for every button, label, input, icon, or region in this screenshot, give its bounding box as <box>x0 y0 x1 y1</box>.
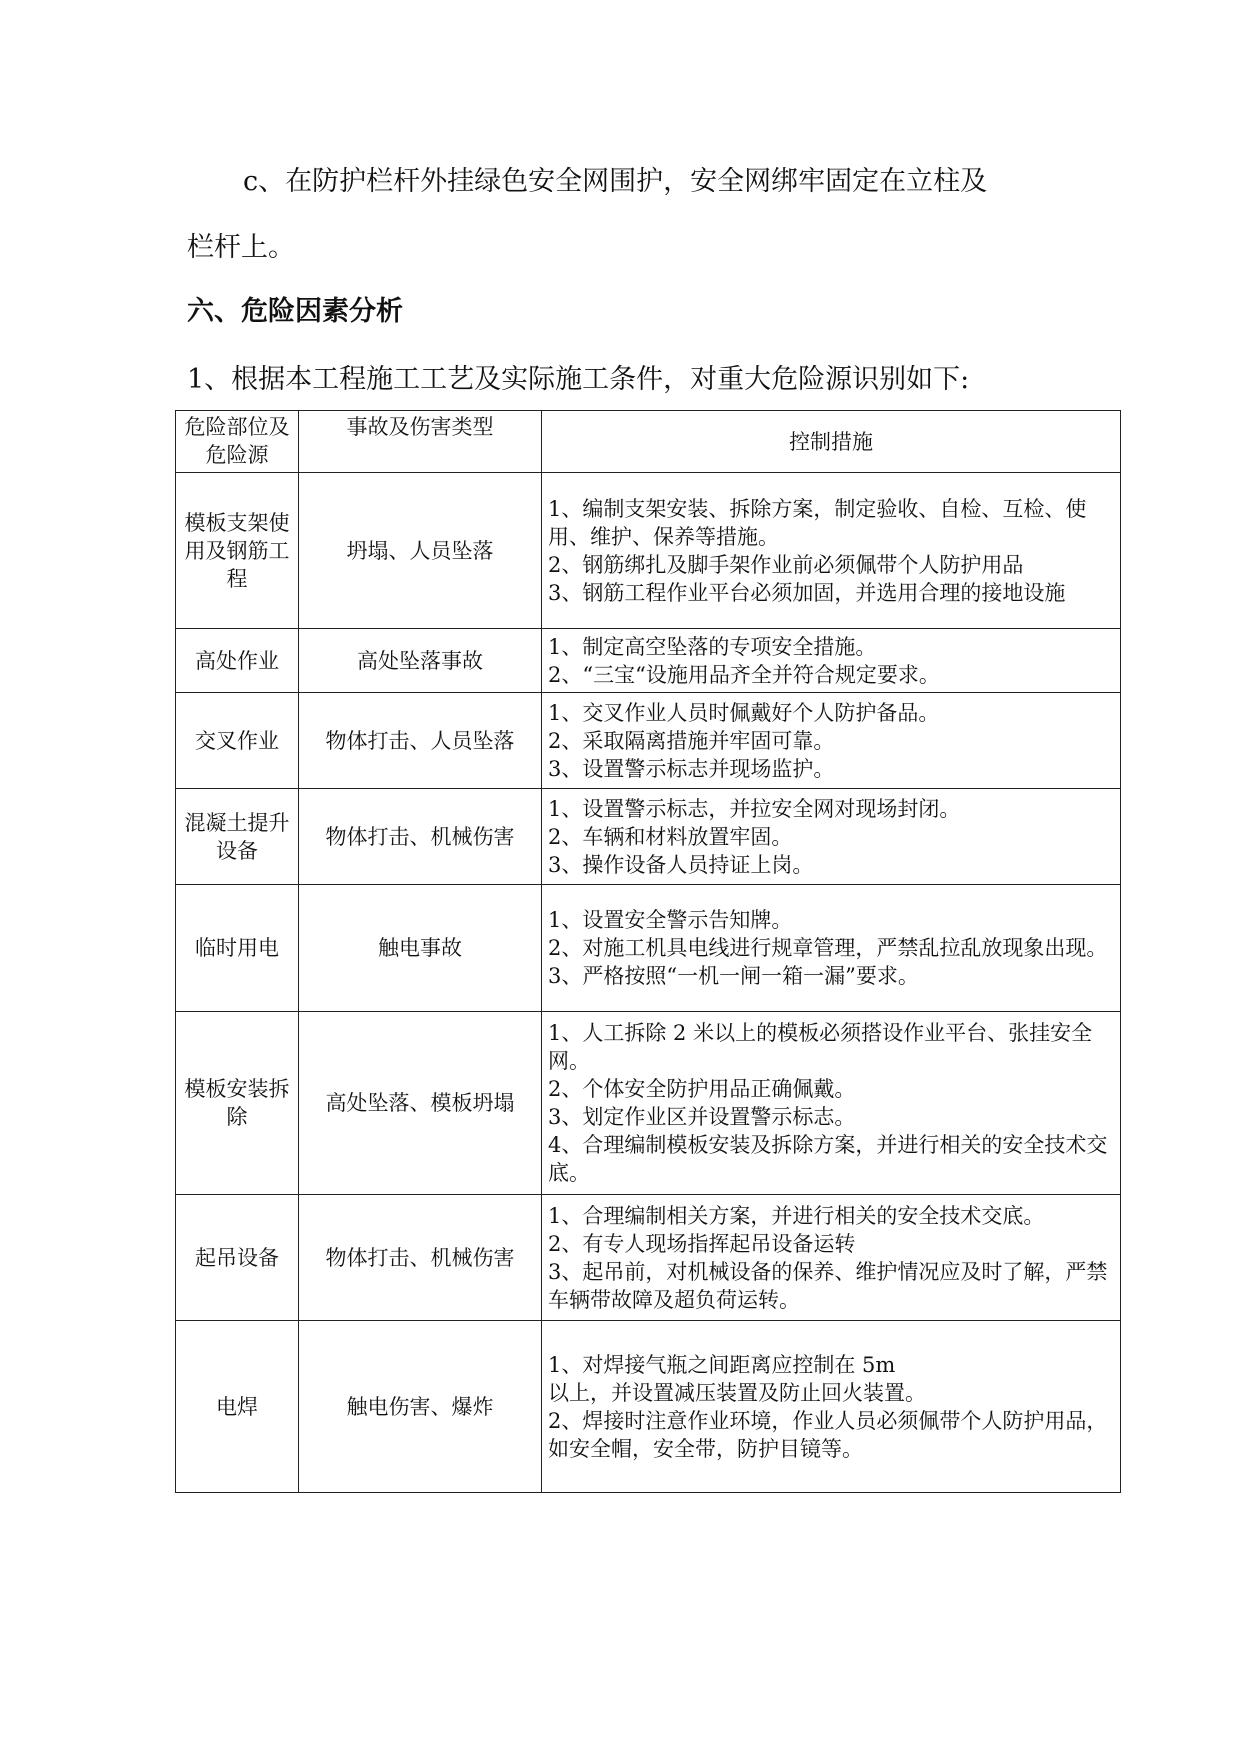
measure-item: 2、焊接时注意作业环境，作业人员必须佩带个人防护用品，如安全帽，安全带，防护目镜等。 <box>548 1408 1108 1461</box>
table-row <box>176 1195 1121 1321</box>
row-hazard-source: 临时用电 <box>176 885 299 1012</box>
measure-item: 3、起吊前，对机械设备的保养、维护情况应及时了解，严禁车辆带故障及超负荷运转。 <box>548 1259 1108 1312</box>
row-control-measures <box>542 629 1121 693</box>
header-hazard-source: 危险部位及危险源 <box>176 411 299 473</box>
measure-item: 4、合理编制模板安装及拆除方案，并进行相关的安全技术交底。 <box>548 1133 1108 1185</box>
measure-item: 3、钢筋工程作业平台必须加固，并选用合理的接地设施 <box>548 580 1066 605</box>
header-accident-type: 事故及伤害类型 <box>299 411 542 473</box>
measure-item: 以上，并设置减压装置及防止回火装置。 <box>548 1380 926 1405</box>
table-row <box>176 693 1121 789</box>
section-heading: 六、危险因素分析 <box>187 296 403 327</box>
row-hazard-source: 高处作业 <box>176 629 299 693</box>
header-control-measures: 控制措施 <box>542 411 1121 473</box>
row-control-measures <box>542 473 1121 629</box>
row-accident-type: 触电伤害、爆炸 <box>299 1321 542 1493</box>
row-hazard-source: 电焊 <box>176 1321 299 1493</box>
table-row <box>176 789 1121 885</box>
table-header-row <box>176 411 1121 473</box>
hazard-table <box>175 410 1121 1493</box>
measure-item: 2、采取隔离措施并牢固可靠。 <box>548 728 835 753</box>
measure-item: 3、划定作业区并设置警示标志。 <box>548 1105 856 1129</box>
table-row <box>176 1012 1121 1195</box>
row-hazard-source: 交叉作业 <box>176 693 299 789</box>
measure-item: 1、设置警示标志，并拉安全网对现场封闭。 <box>548 796 961 821</box>
row-accident-type: 高处坠落事故 <box>299 629 542 693</box>
row-control-measures <box>542 1321 1121 1493</box>
measure-item: 2、对施工机具电线进行规章管理，严禁乱拉乱放现象出现。 <box>548 936 1108 960</box>
table-row <box>176 885 1121 1012</box>
row-hazard-source: 起吊设备 <box>176 1195 299 1321</box>
measure-item: 3、操作设备人员持证上岗。 <box>548 852 814 877</box>
row-control-measures <box>542 1012 1121 1195</box>
row-control-measures <box>542 789 1121 885</box>
table-row <box>176 473 1121 629</box>
row-accident-type: 物体打击、机械伤害 <box>299 789 542 885</box>
row-control-measures <box>542 1195 1121 1321</box>
measure-item: 1、人工拆除 2 米以上的模板必须搭设作业平台、张挂安全网。 <box>548 1021 1093 1073</box>
row-accident-type: 物体打击、人员坠落 <box>299 693 542 789</box>
measure-item: 1、对焊接气瓶之间距离应控制在 5m <box>548 1352 896 1377</box>
row-accident-type: 坍塌、人员坠落 <box>299 473 542 629</box>
intro-text: 1、根据本工程施工工艺及实际施工条件，对重大危险源识别如下: <box>187 364 970 395</box>
row-control-measures <box>542 693 1121 789</box>
measure-item: 2、车辆和材料放置牢固。 <box>548 824 793 849</box>
measure-item: 1、制定高空坠落的专项安全措施。 <box>548 634 877 659</box>
measure-item: 2、钢筋绑扎及脚手架作业前必须佩带个人防护用品 <box>548 552 1024 577</box>
row-control-measures <box>542 885 1121 1012</box>
measure-item: 1、设置安全警示告知牌。 <box>548 908 793 932</box>
row-accident-type: 高处坠落、模板坍塌 <box>299 1012 542 1195</box>
measure-item: 1、交叉作业人员时佩戴好个人防护备品。 <box>548 700 940 725</box>
row-hazard-source: 混凝土提升设备 <box>176 789 299 885</box>
measure-item: 1、合理编制相关方案，并进行相关的安全技术交底。 <box>548 1203 1045 1228</box>
row-hazard-source: 模板安装拆除 <box>176 1012 299 1195</box>
measure-item: 2、个体安全防护用品正确佩戴。 <box>548 1077 856 1101</box>
table-row <box>176 629 1121 693</box>
measure-item: 3、设置警示标志并现场监护。 <box>548 756 835 781</box>
paragraph-c-line-2: 栏杆上。 <box>187 232 295 263</box>
measure-item: 3、严格按照“一机一闸一箱一漏”要求。 <box>548 964 919 988</box>
row-accident-type: 触电事故 <box>299 885 542 1012</box>
measure-item: 2、有专人现场指挥起吊设备运转 <box>548 1231 856 1256</box>
measure-item: 2、“三宝“设施用品齐全并符合规定要求。 <box>548 662 940 687</box>
paragraph-c-line-1: c、在防护栏杆外挂绿色安全网围护，安全网绑牢固定在立柱及 <box>243 166 988 197</box>
measure-item: 1、编制支架安装、拆除方案，制定验收、自检、互检、使用、维护、保养等措施。 <box>548 496 1087 549</box>
row-hazard-source: 模板支架使用及钢筋工程 <box>176 473 299 629</box>
table-row <box>176 1321 1121 1493</box>
row-accident-type: 物体打击、机械伤害 <box>299 1195 542 1321</box>
